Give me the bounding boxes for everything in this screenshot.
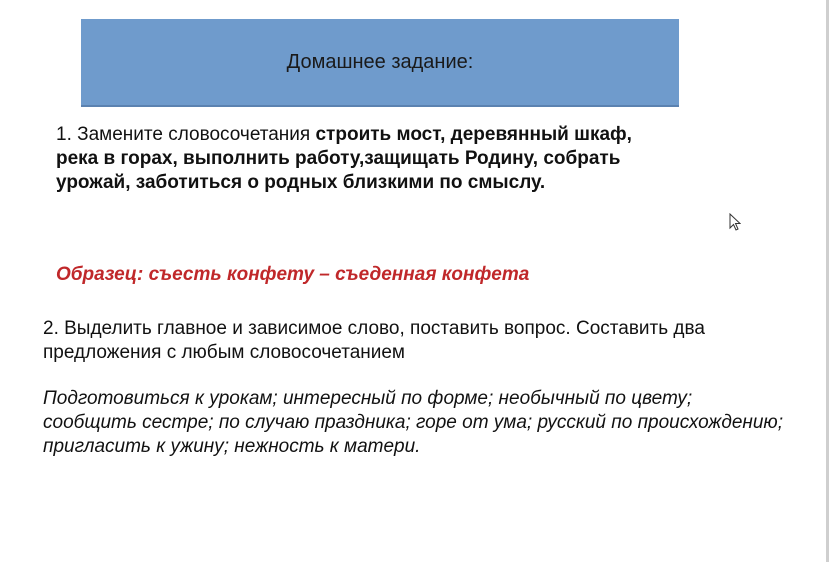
sample-text: Образец: съесть конфету – съеденная конфета: [56, 264, 530, 285]
task-1-phrases: строить мост, деревянный шкаф, река в горах, выполнить работу,защищать Родину, собрать урожай, заботиться о родных близкими по смыслу.: [56, 124, 632, 193]
slide-title: Домашнее задание:: [286, 50, 474, 73]
examples-list: Подготовиться к урокам; интересный по форме; необычный по цвету; сообщить сестре; по случаю праздника; горе от ума; русский по происхождению; пригласить к ужину; нежность к матери.: [43, 388, 783, 457]
task-1-intro: 1. Замените словосочетания: [56, 124, 316, 145]
task-2: 2. Выделить главное и зависимое слово, поставить вопрос. Составить два предложения с любым словосочетанием: [43, 318, 705, 363]
task-1: [56, 123, 656, 195]
mouse-pointer-icon: [729, 213, 741, 231]
title-banner: [81, 19, 679, 107]
